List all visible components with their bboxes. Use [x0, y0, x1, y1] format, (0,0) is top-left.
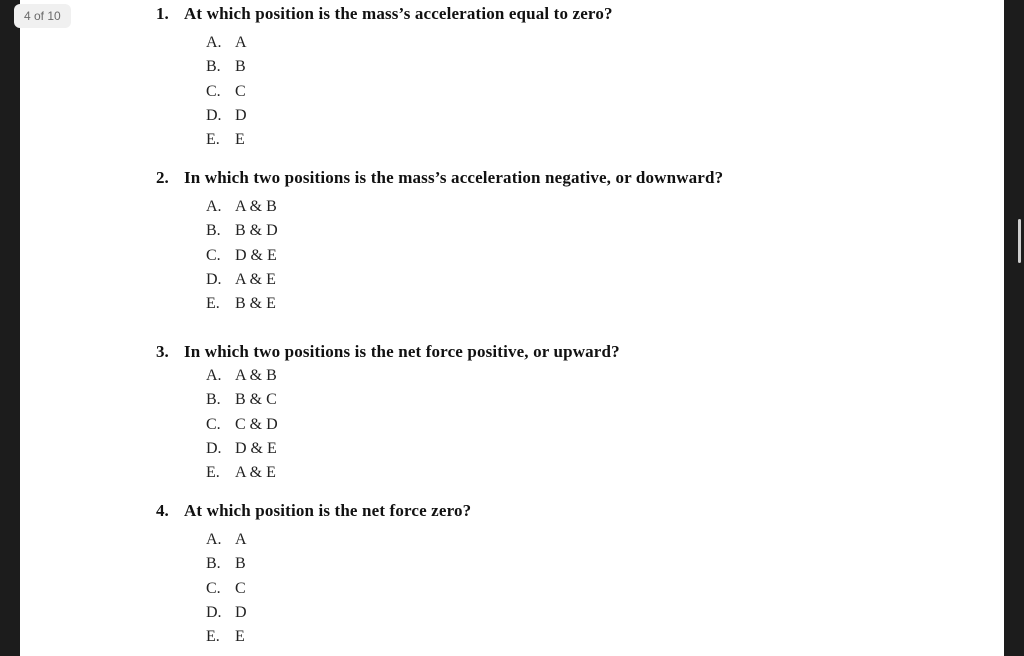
option-letter: B. — [206, 222, 221, 240]
document-page — [20, 0, 1004, 656]
option-letter: B. — [206, 391, 221, 409]
question-number: 2. — [156, 168, 169, 187]
question-text: At which position is the mass’s acceleration equal to zero? — [184, 4, 613, 23]
option-text: C — [235, 82, 246, 100]
option-text: A & B — [235, 367, 277, 384]
option-text: A — [235, 531, 247, 548]
option-letter: C. — [206, 82, 221, 100]
option-letter: D. — [206, 603, 222, 621]
option-letter: D. — [206, 106, 222, 124]
option-text: D — [235, 106, 247, 124]
option-letter: A. — [206, 531, 222, 548]
option-text: E — [235, 628, 245, 646]
question-number: 3. — [156, 342, 169, 361]
option-letter: E. — [206, 464, 220, 482]
option-text: D — [235, 603, 247, 621]
question-number: 1. — [156, 4, 169, 23]
option-text: B & C — [235, 391, 277, 409]
option-letter: B. — [206, 555, 221, 573]
page-indicator: 4 of 10 — [14, 4, 71, 28]
option-letter: C. — [206, 415, 221, 433]
option-text: A & E — [235, 464, 276, 482]
option-letter: D. — [206, 270, 222, 288]
option-text: B & E — [235, 295, 276, 313]
option-letter: A. — [206, 34, 222, 51]
option-text: A — [235, 34, 247, 51]
question-number: 4. — [156, 501, 169, 520]
option-letter: A. — [206, 198, 222, 215]
option-letter: A. — [206, 367, 222, 384]
option-text: C & D — [235, 415, 278, 433]
option-text: D & E — [235, 439, 277, 457]
option-letter: C. — [206, 246, 221, 264]
question-text: In which two positions is the net force positive, or upward? — [184, 342, 620, 361]
option-text: B — [235, 555, 246, 573]
option-letter: D. — [206, 439, 222, 457]
option-text: C — [235, 579, 246, 597]
option-letter: B. — [206, 58, 221, 76]
option-letter: E. — [206, 131, 220, 149]
option-text: D & E — [235, 246, 277, 264]
option-text: A & B — [235, 198, 277, 215]
option-letter: E. — [206, 295, 220, 313]
scrollbar-thumb[interactable] — [1018, 219, 1021, 263]
option-letter: E. — [206, 628, 220, 646]
question-text: In which two positions is the mass’s acceleration negative, or downward? — [184, 168, 724, 187]
option-text: E — [235, 131, 245, 149]
option-text: B — [235, 58, 246, 76]
question-text: At which position is the net force zero? — [184, 501, 472, 520]
option-text: A & E — [235, 270, 276, 288]
option-letter: C. — [206, 579, 221, 597]
option-text: B & D — [235, 222, 278, 240]
